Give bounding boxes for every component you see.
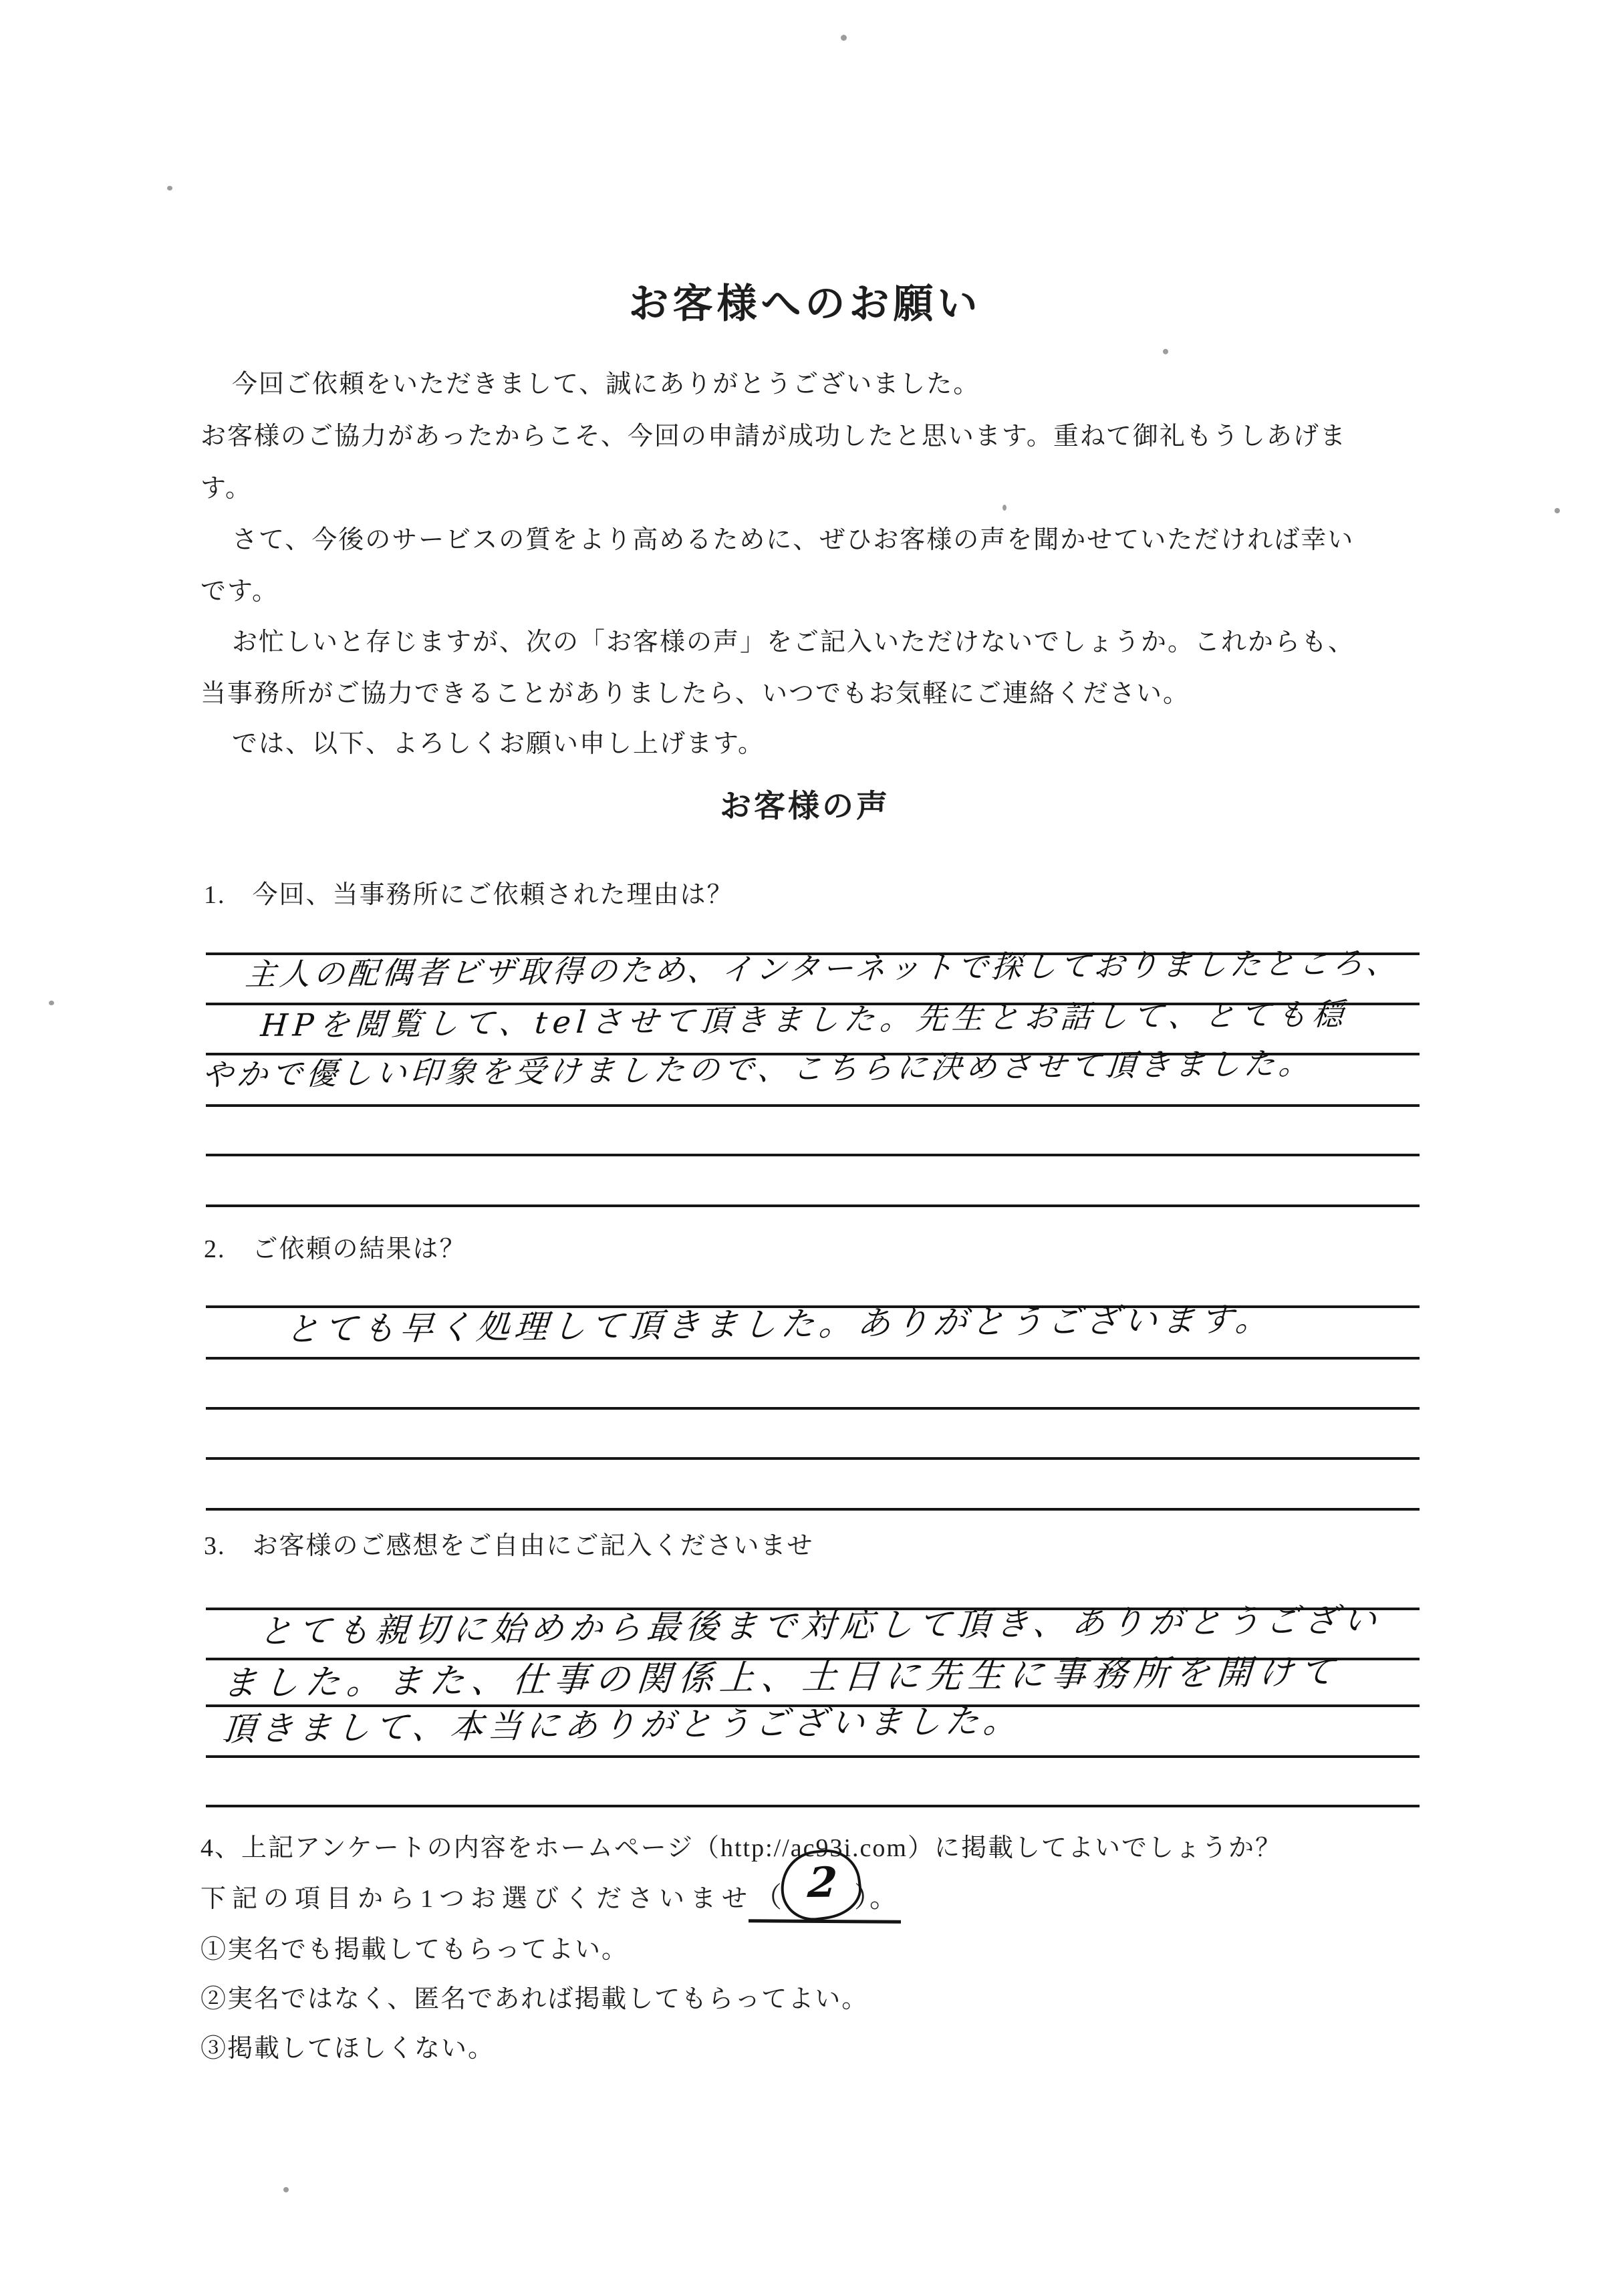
handwritten-answer-q3-line-3: 頂きまして、本当にありがとうございました。: [221, 1701, 1023, 1749]
intro-line: 当事務所がご協力できることがありましたら、いつでもお気軽にご連絡ください。: [200, 680, 1190, 708]
handwritten-underline: [749, 1919, 901, 1924]
option-2: ②実名ではなく、匿名であれば掲載してもらってよい。: [200, 1985, 869, 2013]
question-4-select-prompt: 下記の項目から1つお選びくださいませ: [200, 1885, 754, 1913]
scan-artifact: [1163, 349, 1168, 354]
handwritten-answer-q1-line-2: HPを閲覧して、telさせて頂きました。先生とお話して、とても穏: [259, 995, 1350, 1043]
answer-ruled-line: [206, 1104, 1420, 1107]
intro-line: 今回ご依頼をいただきまして、誠にありがとうございました。: [232, 370, 980, 398]
page-title: お客様へのお願い: [628, 282, 982, 326]
scan-artifact: [49, 1001, 54, 1005]
handwritten-answer-q1-line-3: やかで優しい印象を受けましたので、こちらに決めさせて頂きました。: [200, 1045, 1315, 1093]
intro-line: では、以下、よろしくお願い申し上げます。: [232, 730, 765, 758]
handwritten-answer-q3-line-1: とても親切に始めから最後まで対応して頂き、ありがとうござい: [257, 1600, 1383, 1651]
option-1: ①実名でも掲載してもらってよい。: [200, 1936, 629, 1964]
question-2-label: 2. ご依頼の結果は？: [204, 1235, 466, 1263]
answer-ruled-line: [206, 1154, 1420, 1156]
intro-line: です。: [200, 578, 279, 606]
handwritten-answer-q1-line-1: 主人の配偶者ビザ取得のため、インターネットで探しておりましたところ、: [244, 944, 1402, 993]
question-4-label: 4、上記アンケートの内容をホームページ（http://ac93i.com）に掲載してよいでしょうか？: [200, 1834, 1282, 1862]
answer-ruled-line: [206, 1357, 1420, 1360]
handwritten-selected-option: 2: [806, 1858, 839, 1907]
question-3-label: 3. お客様のご感想をご自由にご記入くださいませ: [204, 1532, 814, 1560]
scan-artifact: [1555, 508, 1560, 513]
intro-line: お客様のご協力があったからこそ、今回の申請が成功したと思います。重ねて御礼もうしあげま: [200, 422, 1347, 451]
scan-artifact: [1002, 505, 1007, 511]
handwritten-answer-q3-line-2: ました。また、仕事の関係上、土日に先生に事務所を開けて: [221, 1652, 1343, 1704]
intro-line: さて、今後のサービスの質をより高めるために、ぜひお客様の声を聞かせていただければ幸い: [232, 526, 1355, 554]
section-title: お客様の声: [720, 789, 890, 824]
answer-ruled-line: [206, 1407, 1420, 1410]
intro-line: す。: [200, 475, 252, 503]
option-3: ③掲載してほしくない。: [200, 2035, 495, 2063]
answer-paren-close: ）。: [854, 1883, 900, 1914]
answer-ruled-line: [206, 1755, 1420, 1758]
answer-ruled-line: [206, 1508, 1420, 1511]
answer-paren-open: （: [754, 1883, 784, 1914]
question-1-label: 1. 今回、当事務所にご依頼された理由は？: [204, 881, 734, 909]
answer-ruled-line: [206, 1457, 1420, 1460]
scan-artifact: [167, 186, 172, 190]
intro-line: お忙しいと存じますが、次の「お客様の声」をご記入いただけないでしょうか。これからも、: [232, 628, 1355, 656]
scan-artifact: [841, 35, 847, 41]
answer-ruled-line: [206, 1805, 1420, 1807]
answer-ruled-line: [206, 1204, 1420, 1207]
handwritten-answer-q2-line-1: とても早く処理して頂きました。ありがとうございます。: [284, 1299, 1275, 1349]
scan-artifact: [283, 2187, 289, 2192]
